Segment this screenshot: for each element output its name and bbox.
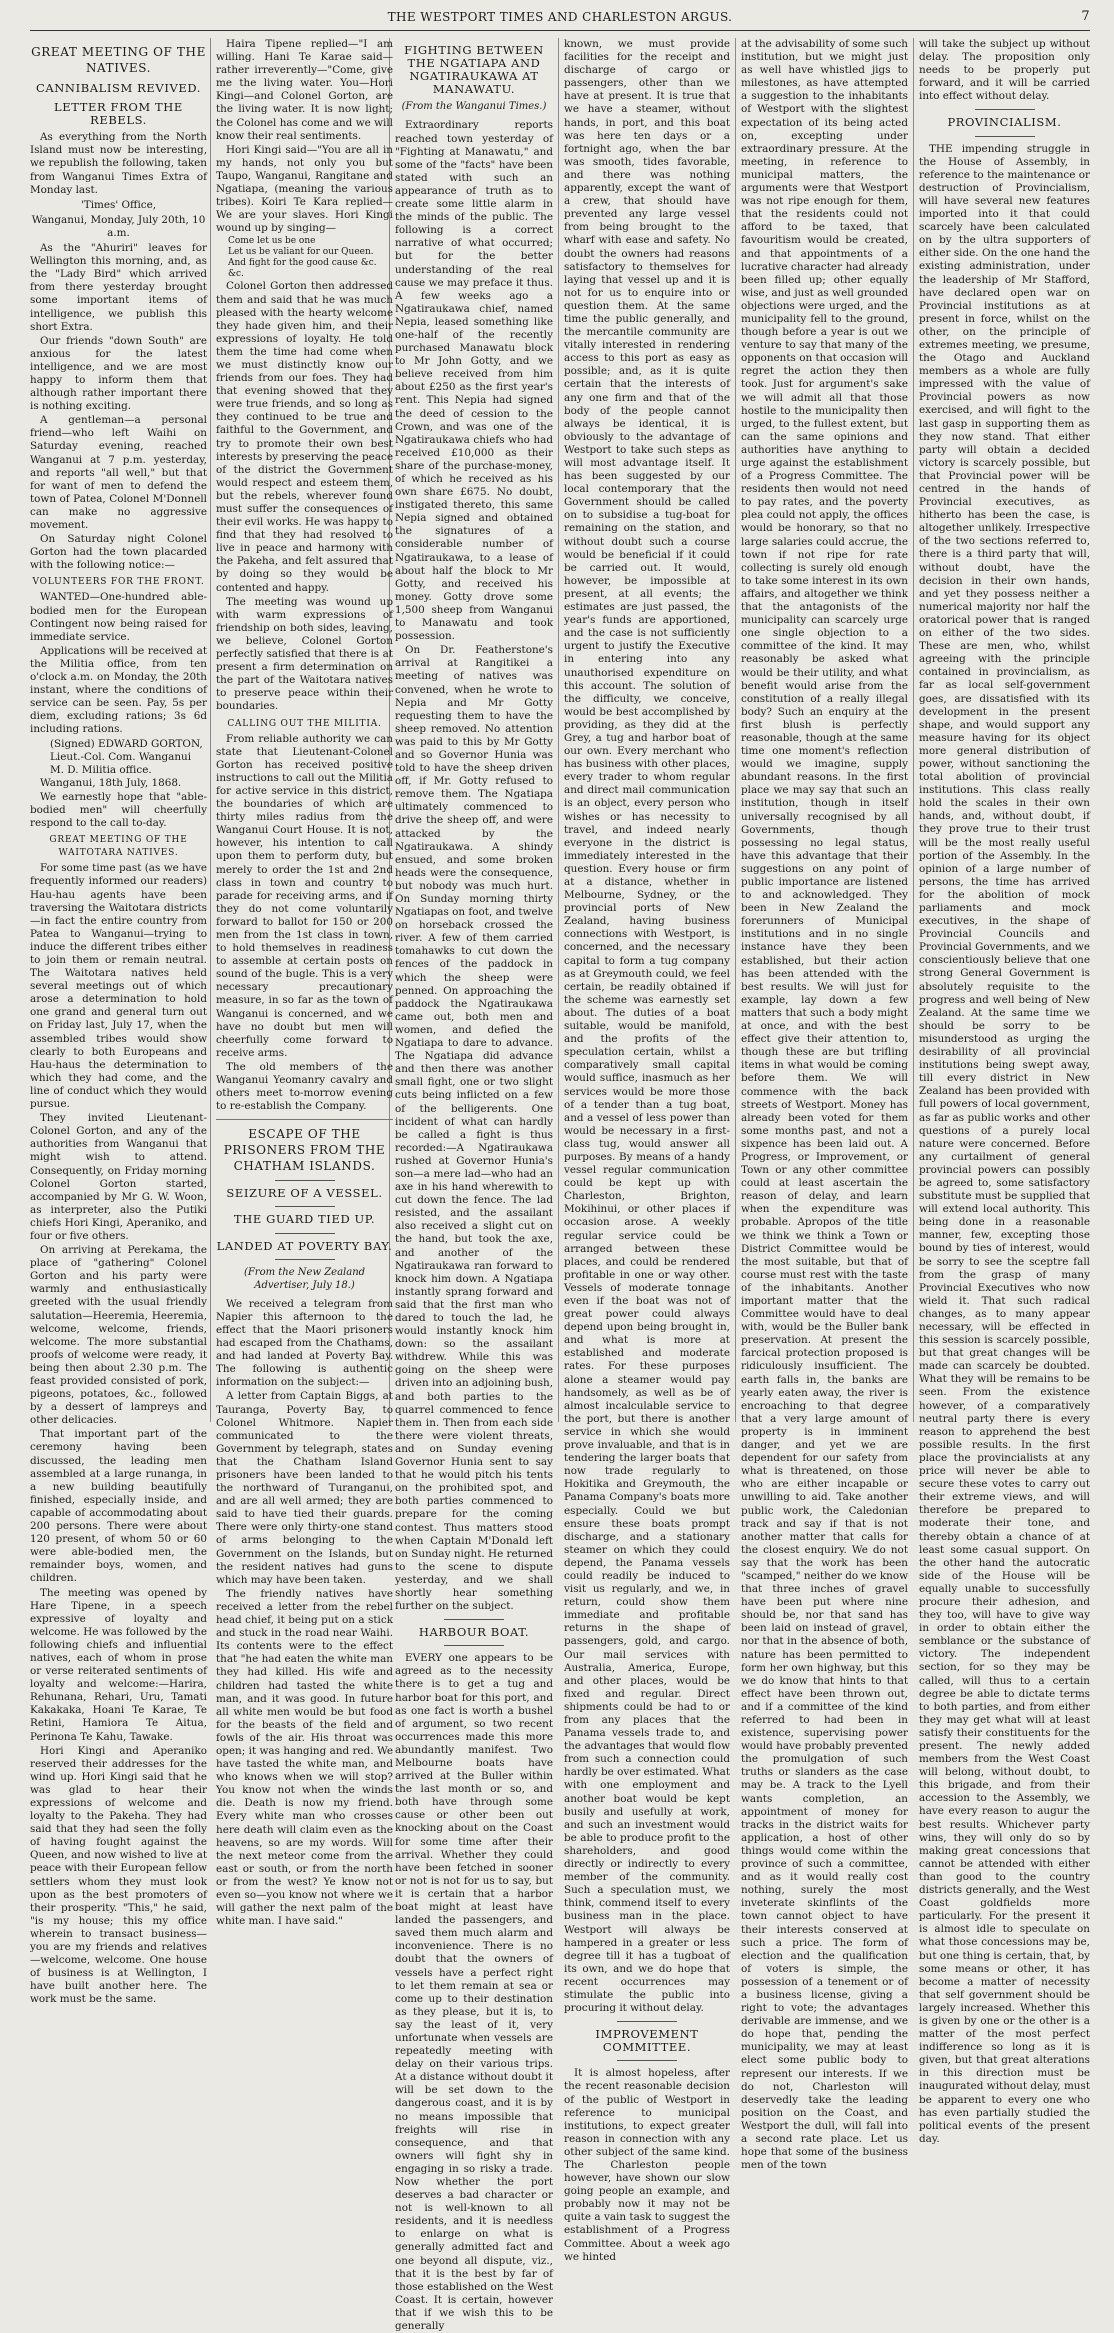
article-paragraph: They invited Lieutenant-Colonel Gorton, and any of the authorities from Wanganui that might wish to attend. Consequently, on Friday morning Colonel Gorton started, accompanied by Mr G. W. Woon, as interpreter, also the Putiki chiefs Hori Kingi, Aperaniko, and four or five others. — [30, 1112, 207, 1242]
article-paragraph: Our friends "down South" are anxious for the latest intelligence, and we are most happy to inform them that although rather important there is nothing exciting. — [30, 334, 207, 413]
divider — [275, 1206, 335, 1207]
song-line: And fight for the good cause &c. &c. — [228, 258, 377, 280]
column-4 — [564, 38, 731, 2263]
headline-seizure-vessel: SEIZURE OF A VESSEL. — [226, 1186, 383, 1201]
notice-paragraph: Applications will be received at the Militia office, from ten o'clock a.m. on Monday, the 20th instant, where the conditions of service can be seen. Pay, 5s per diem, excluding rations; 3s 6d including rations. — [30, 644, 207, 736]
divider — [444, 1619, 504, 1620]
article-paragraph: On arriving at Perekama, the place of "gathering" Colonel Gorton and his party were warmly and enthusiastically greeted with the usual friendly salutation—Heeremia, Heeremia, welcome, welcome, friends, welcome. The more substantial proofs of welcome were ready, it being then about 2.30 p.m. The feast provided consisted of pork, pigeons, potatoes, &c., followed by a dessert of lampreys and other delicacies. — [30, 1244, 207, 1427]
headline-provincialism: PROVINCIALISM. — [947, 115, 1062, 130]
column-6 — [919, 38, 1090, 2145]
page-number: 7 — [1081, 9, 1090, 24]
masthead — [30, 6, 1090, 31]
article-paragraph: A letter from Captain Biggs, at Tauranga, Poverty Bay, to Colonel Whitmore. Napier communicated to the Government by telegraph, states that the Chatham Island prisoners have been landed to the northward of Turanganui, and are all well armed; they are said to have tied their guards. There were only thirty-one stand of arms belonging to the Government on the Islands, but the resident natives had guns which may have been taken. — [216, 1390, 393, 1586]
article-paragraph: Hori Kingi said—"You are all in my hands, not only you but Taupo, Wanganui, Rangitane and Ngatiapa, (meaning the various tribes). Koiri Te Kara replied—We are your slaves. Hori Kingi wound up by singing— — [216, 143, 393, 235]
headline-great-meeting: GREAT MEETING OF THE NATIVES. — [31, 45, 206, 75]
headline-harbour-boat: HARBOUR BOAT. — [418, 1625, 530, 1640]
article-paragraph: at the advisability of some such institution, but we might just as well have whistled jigs to milestones, as have attempted a suggestion to the inhabitants of Westport with the slightest expectation of its being acted on, excepting under extraordinary pressure. At the meeting, in reference to municipal matters, the arguments were that Westport was not ripe enough for them, that the residents could not afford to be taxed, that favouritism would be created, and that appointments of a lucrative character had already been filled up; other equally wise, and just as well grounded objections were urged, and the municipality fell to the ground, though before a year is out we venture to say that many of the opponents on that occasion will regret the action they then took. Just for argument's sake we will admit all that those hostile to the municipality then urged, to the fullest extent, but can the same opinions and authorities have anything to urge against the establishment of a Progress Committee. The residents then would not need to pay rates, and the poverty plea could not apply, the offices would be honorary, so that no large salaries could accrue, the town if not ripe for rate collecting is surely old enough to take some interest in its own affairs, and altogether we think that the antagonists of the municipality can scarcely urge one single objection to a committee of the kind. It may reasonably be asked what would be their utility, and what benefit would arise from the constitution of a really illegal body? Such an enquiry at the first blush is perfectly reasonable, though at the same time one moment's reflection would we imagine, supply abundant reasons. In the first place we may say that such an institution, though in itself universally recognised by all Governments, though possessing no legal status, have this advantage that their suggestions on any point of public importance are listened to and acknowledged. They been in New Zealand the forerunners of Municipal institutions and in no single instance have they been established, but their action has been attended with the best results. We will just for example, lay down a few matters that such a body might at once, and with the best effect give their attention to, though these are but trifling items in what would be coming before them. We will commence with the back streets of Westport. Money has already been voted for them some months past, and not a sixpence has been laid out. A Progress, or Improvement, or Town or any other committee could at least ascertain the reason of delay, and learn when the expenditure was probable. Apropos of the title we think we think a Town or District Committee would be the most suitable, but that of course must rest with the taste of the inhabitants. Another important matter that the Committee would have to deal with, would be the Buller bank preservation. At present the farcical protection proposed is ridiculously insufficient. The earth falls in, the banks are yearly eaten away, the river is encroaching to that degree that a very large amount of property is in imminent danger, and yet we are dependent for our safety from what is threatened, on those who are either incapable or unwilling to aid. Take another public work, the Caledonian track and say if that is not another matter that calls for the closest enquiry. We do not say that the work has been "scamped," neither do we know that three inches of gravel have been put where nine should be, nor that sand has been laid on instead of gravel, nor that in the absence of both, nature has been permitted to form her own highway, but this we do know that hints to that effect have been thrown out, and if a committee of the kind referred to had been in existence, supervising power would have probably prevented the promulgation of such truths or slanders as the case may be. A track to the Lyell wants completion, an appointment of money for tracks in the district waits for application, a host of other things would come within the province of such a committee, and as it would really cost nothing, surely the most inveterate skinflints of the town cannot object to have their interests conserved at such a price. The form of election and the qualification of voters is simple, the possession of a tenement or of a business license, giving a right to vote; the advantages derivable are immense, and we do hope that, pending the municipality, we may at least elect some public body to represent our interests. If we do not, Charleston will deservedly take the leading position on the Coast, and Westport the dull, will fall into a second rate place. Let us hope that some of the business men of the town — [741, 38, 908, 2172]
subheading-waitotara-meeting: GREAT MEETING OF THE WAITOTARA NATIVES. — [49, 835, 188, 859]
article-paragraph: Extraordinary reports reached town yesterday of "Fighting at Manawatu," and some of the "facts" have been stated with such an appearance of truth as to create some little alarm in the minds of the public. The following is a correct narrative of what occurred; but for the better understanding of the real cause we may preface it thus. A few weeks ago a Ngatiraukawa chief, named Nepia, leased something like one-half of the recently purchased Manawatu block to Mr John Gotty, and we believe received from him about £250 as the first year's rent. This Nepia had signed the deed of cession to the Crown, and was one of the Ngatiraukawa chiefs who had received £10,000 as their share of the purchase-money, of which he received as his own share £675. No doubt, instigated thereto, this same Nepia signed and obtained the signatures of a considerable number of Ngatiraukawa, to a lease of about half the block to Mr Gotty, and received his money. Gotty drove some 1,500 sheep from Wanganui to Manawatu and took possession. — [395, 119, 553, 643]
article-paragraph: Colonel Gorton then addressed them and said that he was much pleased with the hearty welcome they hade given him, and their expressions of loyalty. He told them the time had come when we must distinctly know our friends from our foes. They had that evening showed that they were true friends, and so long as they continued to be true and faithful to the Government, and try to promote their own best interests by preserving the peace of the district the Government would respect and esteem them, but the rebels, wherever found must suffer the consequences of their evil works. He was happy to find that they had resolved to live in peace and harmony with the Pakeha, and felt assured that by doing so they would be contented and happy. — [216, 280, 393, 594]
article-paragraph: As the "Ahuriri" leaves for Wellington this morning, and, as the "Lady Bird" which arrived from there yesterday brought some important items of intelligence, we publish this short Extra. — [30, 242, 207, 333]
column-rule — [558, 38, 559, 1422]
subheading-volunteers: VOLUNTEERS FOR THE FRONT. — [32, 577, 205, 588]
divider — [617, 2021, 677, 2022]
divider — [975, 136, 1035, 137]
article-paragraph: THE impending struggle in the House of Assembly, in reference to the maintenance or destruction of Provincialism, will have several new features imported into it that could scarcely have been calculated on by the ultra supporters of either side. On the one hand the existing administration, under the leadership of Mr Stafford, have declared open war on Provincial institutions as at present in force, whilst on the other, on the principle of extremes meeting, we presume, the Otago and Auckland members as a whole are fully impressed with the value of Provincial powers as now exercised, and will fight to the last gasp in supporting them as they now stand. That either party will obtain a decided victory is scarcely possible, but that Provincial power will be centred in the hands of Provincial executives, as hitherto has been the case, is altogether unlikely. Irrespective of the two sections referred to, there is a third party that will, without doubt, have the decision in their own hands, and yet they possess neither a numerical majority nor half the oratorical power that is ranged on either of the two sides. These are men, who, whilst agreeing with the principle contained in provincialism, as far as local self-government goes, are dissatisfied with its development in the present shape, and would support any measure having for its object more general distribution of power, without sanctioning the total abolition of provincial institutions. This class really hold the scales in their own hands, and, without doubt, if they prove true to their trust will be the most really useful portion of the Assembly. In the opinion of a large number of persons, the time has arrived for the abolition of mock parliaments and mock executives, in the shape of Provincial Councils and Provincial Governments, and we conscientiously believe that one strong General Government is absolutely requisite to the progress and well being of New Zealand. At the same time we should be sorry to be misunderstood as urging the desirability of all provincial institutions being swept away, till every district in New Zealand has been provided with full powers of local government, as far as public works and other questions of a purely local nature were concerned. Before any curtailment of general provincial powers can possibly be agreed to, some satisfactory substitute must be supplied that will extend local authority. This being done in a reasonable manner, few, excepting those bound by ties of interest, would be sorry to see the sceptre fall from the grasp of many Provincial Executives who now wield it. That such radical changes, as to many appear necessary, will be effected in this session is scarcely possible, but that great changes will be made can scarcely be doubted. What they will be remains to be seen. From the existence however, of a comparatively neutral party there is every reason to apprehend the best possible results. In the first place the provincialists at any price will never be able to secure these votes to carry out their extreme views, and will therefore be prepared to moderate their tone, and thereby obtain a chance of at least some casual support. On the other hand the autocratic side of the House will be equally unable to successfully procure their adhesion, and they too, will have to give way in order to obtain either the semblance or the substance of victory. The independent section, for so they may be called, will thus to a certain degree be able to dictate terms to both parties, and from either they may get what will at least satisfy their constituents for the present. The newly added members from the West Coast will belong, without doubt, to this brigade, and from their accession to the Assembly, we have every reason to augur the best results. Whichever party wins, they will only do so by making great concessions that cannot be attended with either than good to the country districts generally, and the West Coast goldfields more particularly. For the present it is almost idle to speculate on what those concessions may be, but one thing is certain, that, by some means or other, it has become a matter of necessity that self government should be largely increased. Whether this is given by one or the other is a matter of the most perfect indifference so long as it is given, but that great alterations in this direction must be inaugurated without delay, must be apparent to every one who has even partially studied the political events of the present day. — [919, 142, 1090, 2145]
divider — [216, 1119, 393, 1120]
dateline: 'Times' Office, — [80, 198, 157, 211]
article-paragraph: From reliable authority we can state that Lieutenant-Colonel Gorton has received positive instructions to call out the Militia for active service in this district, the boundaries of which are thirty miles radius from the Wanganui Court House. It is not, however, his intention to call upon them to perform duty, but merely to order the 1st and 2nd class in town and country to parade for receiving arms, and if they do not come voluntarily forward to ballot for 150 or 200 men from the 1st class in town, to hold themselves in readiness to assemble at certain posts on sound of the bugle. This is a very necessary precautionary measure, in so far as the town of Wanganui is concerned, and we have no doubt but men will cheerfully come forward to receive arms. — [216, 732, 393, 1059]
divider — [275, 1259, 335, 1260]
article-paragraph: Hori Kingi and Aperaniko reserved their addresses for the wind up. Hori Kingi said that he was glad to hear their expressions of welcome and loyalty to the Pakeha. They had said that they had seen the folly of having fought against the Queen, and now wished to live at peace with their European fellow settlers whom they must look upon as the best promoters of their prosperity. "This," he said, "is my house; this my office wherein to transact business—you are my friends and relatives—welcome, welcome. One house of business is at Wellington, I have built another here. The work must be the same. — [30, 1744, 207, 2006]
source-note: (From the Wanganui Times.) — [401, 101, 547, 113]
article-paragraph: Haira Tipene replied—"I am willing. Hani Te Karae said—rather irreverently—"Come, give me the living water. You—Hori Kingi—and Colonel Gorton, are the living water. It is now light; the Colonel has come and we will know their real sentiments. — [216, 38, 393, 142]
headline-fighting-manawatu: FIGHTING BETWEEN THE NGATIAPA AND NGATIRAUKAWA AT MANAWATU. — [404, 43, 544, 97]
article-paragraph: The old members of the Wanganui Yeomanry cavalry and others meet to-morrow evening to re-establish the Company. — [216, 1060, 393, 1113]
article-paragraph: The friendly natives have received a letter from the rebel head chief, it being put on a stick and stuck in the road near Waihi. Its contents were to the effect that "he had eaten the white man they had killed. His wife and children had tasted the white man, and it was good. In future all white men would be but food for the beasts of the field and fowls of the air. His throat was open; it was hanging and red. We have tasted the white man, and who knows when we will stop? You know not when the winds die. Death is now my friend. Every white man who crosses here death will claim even as the heavens, so are my words. Will the next meteor come from the east or south, or from the north or from the west? Ye know not even so—you know not where we will gather the next palm of the white man. I have said." — [216, 1587, 393, 1928]
article-paragraph: A gentleman—a personal friend—who left Waihi on Saturday evening, reached Wanganui at 7 p.m. yesterday, and reports "all well," but that for want of men to defend the town of Patea, Colonel M'Donnell can make no aggressive movement. — [30, 414, 207, 531]
column-3 — [395, 38, 553, 2333]
column-5 — [741, 38, 908, 2172]
article-paragraph: For some time past (as we have frequently informed our readers) Hau-hau agents have been traversing the Waitotara districts—in fact the entire country from Patea to Wanganui—trying to induce the different tribes either to join them or remain neutral. The Waitotara natives held several meetings out of which arose a determination to hold one grand and general turn out on Friday last, July 17, when the assembled tribes would show clearly to both Europeans and Hau-haus the determination to which they had come, and the line of conduct which they would pursue. — [30, 862, 207, 1111]
dateline: Wanganui, Monday, July 20th, 10 a.m. — [31, 213, 206, 239]
article-paragraph: On Dr. Featherstone's arrival at Rangitikei a meeting of natives was convened, when he wrote to Nepia and Mr Gotty requesting them to have the sheep removed. No attention was paid to this by Mr Gotty and so Governor Hunia was told to have the sheep driven off, if Mr. Gotty refused to remove them. The Ngatiapa ultimately commenced to drive the sheep off, and were attacked by the Ngatiraukawa. A shindy ensued, and some broken heads were the consequence, but nobody was much hurt. On Sunday morning thirty Ngatiapas on foot, and twelve on horseback crossed the river. A few of them carried tomahawks to cut down the fences of the paddock in which the sheep were penned. On approaching the paddock the Ngatiraukawa came out, both men and women, and defied the Ngatiapa to dare to advance. The Ngatiapa did advance and then there was another small fight, one or two slight cuts being inflicted on a few of the belligerents. One incident of what can hardly be called a fight is thus recorded:—A Ngatiraukawa rushed at Governor Hunia's son—a mere lad—who had an axe in his hand wherewith to cut down the fence. The lad resisted, and the assailant also received a slight cut on the hand, but took the axe, and another of the Ngatiraukawa ran forward to knock him down. A Ngatiapa instantly sprang forward and said that the first man who dared to touch the lad, he would instantly knock him down: so the assailant withdrew. While this was going on the sheep were driven into an adjoining bush, and both parties to the quarrel commenced to fence them in. Then from each side there were violent threats, and on Sunday evening Governor Hunia sent to say that he would pitch his tents on the prohibited spot, and both parties commenced to prepare for the coming contest. Thus matters stood when Captain M'Donald left on Sunday night. He returned to the scene to dispute yesterday, and we shall shortly hear something further on the subject. — [395, 644, 553, 1613]
source-note: (From the New Zealand Advertiser, July 18.) — [243, 1266, 366, 1291]
signature: (Signed) EDWARD GORTON, Lieut.-Col. Com. Wanganui M. D. Militia office. — [50, 737, 203, 776]
article-paragraph: On Saturday night Colonel Gorton had the town placarded with the following notice:— — [30, 533, 207, 572]
divider — [275, 1233, 335, 1234]
article-paragraph: As everything from the North Island must now be interesting, we republish the following, taken from Wanganui Times Extra of Monday last. — [30, 131, 207, 196]
article-paragraph: EVERY one appears to be agreed as to the necessity there is to get a tug and harbor boat for this port, and as one fact is worth a bushel of argument, so two recent occurrences made this more abundantly manifest. Two Melbourne boats have arrived at the Buller within the last month or so, and both have through some cause or other been out knocking about on the Coast for some time after their arrival. Whether they could have been fetched in sooner or not is not for us to say, but it is certain that a harbor boat might at least have landed the passengers, and saved them much alarm and inconvenience. There is no doubt that the owners of vessels have a perfect right to let them remain at sea or come up to their destination as they please, but it is, to say the least of it, very unfortunate when vessels are repeatedly meeting with delay on their various trips. At a distance without doubt it will be set down to the dangerous coast, and it is by no means impossible that freights will rise in consequence, and that owners will fight shy in engaging in so risky a trade. Now whether the port deserves a bad character or not is well-known to all residents, and it is needless to enlarge on what is generally admitted fact and one beyond all dispute, viz., that it is the best by far of those established on the West Coast. It is certain, however that if we wish this to be generally — [395, 1652, 553, 2333]
article-paragraph: will take the subject up without delay. The proposition only needs to be properly put forward, and it will be carried into effect without delay. — [919, 38, 1090, 103]
newspaper-title: THE WESTPORT TIMES AND CHARLESTON ARGUS. — [387, 10, 733, 24]
headline-improvement-committee: IMPROVEMENT COMMITTEE. — [595, 2027, 699, 2055]
notice-paragraph: WANTED—One-hundred able-bodied men for the European Contingent now being raised for immediate service. — [30, 591, 207, 643]
song-line: Let us be valiant for our Queen. — [228, 247, 374, 258]
article-paragraph: The meeting was opened by Hare Tipene, in a speech expressive of loyalty and welcome. He was followed by the following chiefs and influential natives, each of whom in prose or verse reiterated sentiments of loyalty and welcome:—Harira, Rehunana, Rehari, Uru, Tamati Kakakaka, Hoani Te Karae, Te Retini, Hamiora Te Aitua, Perinona Te Kahu, Tawake. — [30, 1586, 207, 1743]
column-1 — [30, 38, 207, 2006]
song-line: Come let us be one — [228, 236, 316, 247]
headline-letter-from-rebels: LETTER FROM THE REBELS. — [54, 100, 183, 128]
article-paragraph: The meeting was wound up with warm expressions of friendship on both sides, leaving, we believe, Colonel Gorton perfectly satisfied that there is at present a firm determination on the part of the Waitotara natives to preserve peace within their boundaries. — [216, 595, 393, 713]
article-paragraph: It is almost hopeless, after the recent reasonable decision of the public of Westport in reference to municipal institutions, to expect greater reason in connection with any other subject of the same kind. The Charleston people however, have shown our slow going people an example, and probably now it may not be quite a vain task to suggest the establishment of a Progress Committee. About a week ago we hinted — [564, 2067, 730, 2263]
divider — [975, 109, 1035, 110]
subheading-militia: CALLING OUT THE MILITIA. — [227, 718, 382, 729]
divider — [617, 2060, 677, 2061]
headline-poverty-bay: LANDED AT POVERTY BAY. — [216, 1238, 393, 1253]
article-paragraph: known, we must provide facilities for the receipt and discharge of cargo or passengers, other than we have at present. It is true that we have a steamer, without hands, in port, and this boat was here ten days or a fortnight ago, when the bar was smooth, tides favorable, and there was nothing apparently, except the want of a crew, that should have prevented any large vessel from being brought to the wharf with ease and safety. No doubt the owners had reasons satisfactory to themselves for laying that vessel up and it is not for us to enquire into or question them. At the same time the public generally, and the mercantile community are vitally interested in rendering access to this port as easy as possible; and, as it is quite certain that the interests of any one firm and that of the body of the people cannot always be identical, it is obviously to the advantage of Westport to take such steps as will most advantage itself. It has been suggested by our local contemporary that the Government should be called on to subsidise a tug-boat for remaining on the station, and without doubt such a course would be beneficial if it could be carried out. It would, however, be impossible at present, at all events; the estimates are just passed, the year's funds are apportioned, and the case is not sufficiently urgent to justify the Executive in entering into any unauthorised expenditure on this account. The solution of the difficulty, we conceive, would be best accomplished by providing, as they did at the Grey, a tug and harbor boat of our own. Every merchant who has business with other places, every trader to whom regular and direct mail communication is an object, every person who wishes or has necessity to travel, and indeed nearly everyone in the district is immediately interested in the question. Every house or firm at a distance, whether in Melbourne, Sydney, or the provincial ports of New Zealand, having business connections with Westport, is concerned, and the necessary capital to form a tug company as at Greymouth could, we feel certain, be readily obtained if the scheme was earnestly set about. The duties of a boat suitable, would be manifold, and the profits of the speculation certain, whilst a comparatively small capital would suffice, inasmuch as her services would be more those of a tender than a tug boat, and a vessel of less power than would be necessary in a first-class tug, would answer all purposes. By means of a handy vessel regular communication could be kept up with Charleston, Brighton, Mokihinui, or other places if occasion arose. A weekly regular service could be arranged between these places, and could be rendered profitable in one or way other. Vessels of moderate tonnage even if the boat was not of great power could always depend upon being brought in, and what is more at established and moderate rates. For these purposes alone a steamer would pay handsomely, as well as be of almost incalculable service to the port, but there is another service in which she would prove invaluable, and that is in tendering the larger boats that now trade regularly to Hokitika and Greymouth, the Panama Company's boats more especially. Could we but ensure these boats prompt discharge, and a stationary steamer on which they could depend, the Panama vessels could readily be induced to visit us regularly, and we, in return, could show them immediate and profitable returns in the shape of passengers, gold, and cargo. Our mail services with Australia, America, Europe, and other places, would be fixed and regular. Direct shipments could be had to or from any places that the Panama vessels trade to, and the advantages that would flow from such a connection could hardly be over estimated. What with one employment and another boat would be kept busily and usefully at work, and such an investment would be able to produce profit to the shareholders, and good directly or indirectly to every member of the community. Such a speculation must, we think, commend itself to every business man in the place. Westport will always be hampered in a greater or less degree till it has a tugboat of its own, and we do hope that recent occurrences may stimulate the public into procuring it without delay. — [564, 38, 731, 2015]
column-rule — [210, 38, 211, 1422]
headline-cannibalism: CANNIBALISM REVIVED. — [35, 81, 202, 95]
article-paragraph: We received a telegram from Napier this afternoon to the effect that the Maori prisoners had escaped from the Chathams, and had landed at Poverty Bay. The following is authentic information on the subject:— — [216, 1297, 393, 1389]
column-2 — [216, 38, 393, 1928]
column-rule — [735, 38, 736, 1422]
article-paragraph: Wanganui, 18th July, 1868. — [40, 776, 182, 789]
divider — [275, 1180, 335, 1181]
article-paragraph: We earnestly hope that "able-bodied men" will cheerfully respond to the call to-day. — [30, 790, 207, 830]
headline-guard-tied: THE GUARD TIED UP. — [233, 1212, 376, 1227]
headline-escape-prisoners: ESCAPE OF THE PRISONERS FROM THE CHATHAM ISLANDS. — [223, 1127, 386, 1174]
article-paragraph: That important part of the ceremony having been discussed, the leading men assembled at a large runanga, in a new building beautifully finished, especially inside, and capable of accommodating about 200 persons. There were about 120 present, of whom 50 or 60 were able-bodied men, the remainder boys, women, and children. — [30, 1428, 207, 1585]
divider — [444, 1645, 504, 1646]
column-rule — [913, 38, 914, 1422]
